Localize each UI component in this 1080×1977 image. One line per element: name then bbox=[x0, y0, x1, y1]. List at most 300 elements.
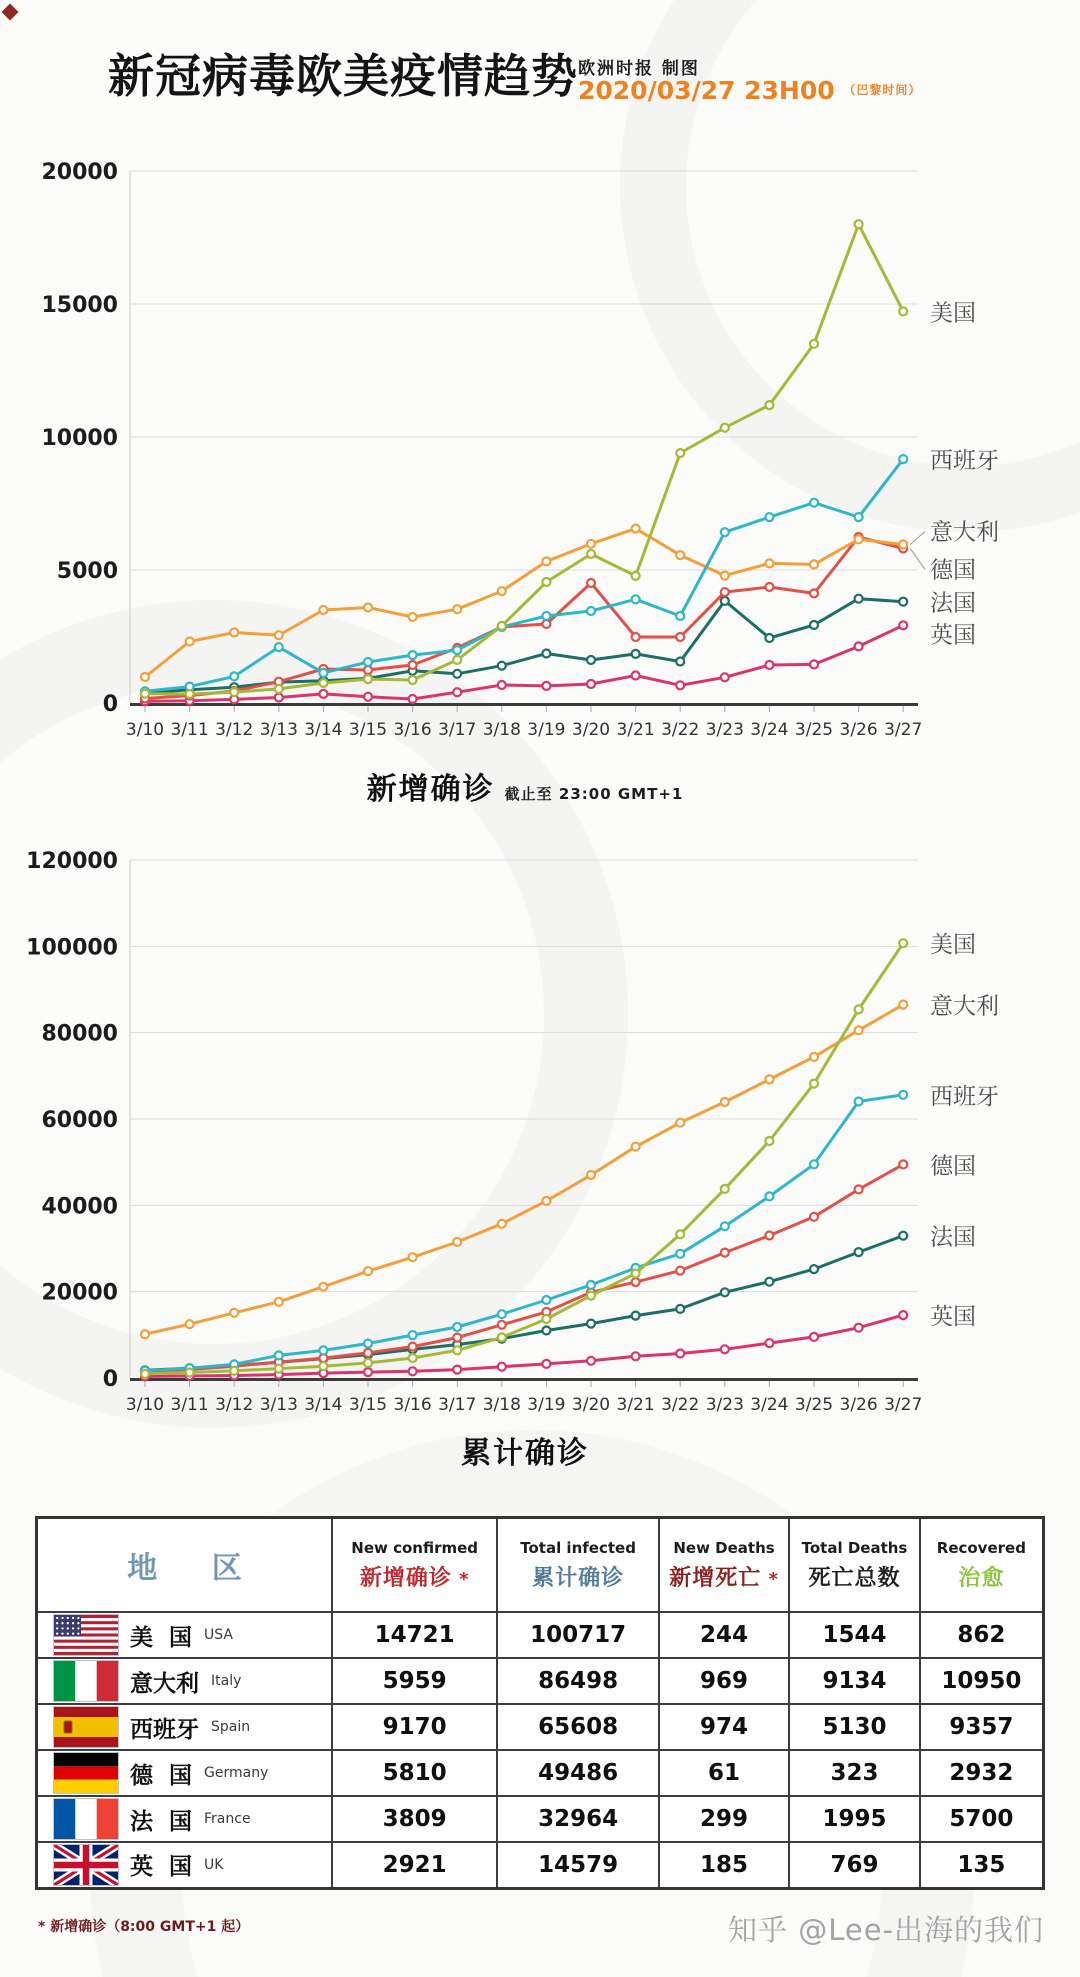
data-point-usa bbox=[453, 1346, 461, 1354]
data-point-uk bbox=[632, 672, 640, 680]
data-point-spain bbox=[676, 1250, 684, 1258]
y-tick-label: 20000 bbox=[41, 1280, 118, 1306]
series-line-usa bbox=[145, 943, 903, 1374]
data-point-italy bbox=[186, 1320, 194, 1328]
data-point-uk bbox=[587, 680, 595, 688]
series-label-france: 法国 bbox=[930, 590, 976, 617]
data-point-uk bbox=[721, 673, 729, 681]
x-tick-label: 3/26 bbox=[839, 1395, 878, 1415]
data-point-uk bbox=[409, 695, 417, 703]
data-point-usa bbox=[498, 622, 506, 630]
data-point-italy bbox=[141, 673, 149, 681]
data-point-spain bbox=[364, 658, 372, 666]
data-point-uk bbox=[810, 660, 818, 668]
data-point-germany bbox=[453, 1334, 461, 1342]
data-point-france bbox=[453, 670, 461, 678]
uk-flag-icon bbox=[54, 1845, 118, 1885]
y-tick-label: 10000 bbox=[41, 426, 118, 451]
y-tick-label: 0 bbox=[102, 1367, 118, 1392]
cell-total-deaths-italy: 9134 bbox=[789, 1658, 919, 1704]
data-point-germany bbox=[498, 1321, 506, 1329]
x-tick-label: 3/11 bbox=[170, 1395, 209, 1415]
country-name-zh: 英 国 bbox=[130, 1854, 193, 1881]
cell-recovered-germany: 2932 bbox=[920, 1750, 1044, 1796]
cell-recovered-italy: 10950 bbox=[920, 1658, 1044, 1704]
x-tick-label: 3/20 bbox=[571, 720, 611, 740]
y-tick-label: 100000 bbox=[26, 935, 118, 961]
table-row-usa bbox=[37, 1612, 1044, 1658]
data-point-spain bbox=[498, 1310, 506, 1318]
cell-total-deaths-usa: 1544 bbox=[789, 1612, 919, 1658]
data-point-usa bbox=[765, 1137, 773, 1145]
data-point-usa bbox=[141, 690, 149, 698]
data-point-italy bbox=[453, 605, 461, 613]
region-cell-germany bbox=[37, 1750, 332, 1796]
cell-total-deaths-spain: 5130 bbox=[789, 1704, 919, 1750]
data-point-spain bbox=[721, 1222, 729, 1230]
column-header-total-infected: Total infected 累计确诊 bbox=[497, 1518, 658, 1613]
cell-total-deaths-germany: 323 bbox=[789, 1750, 919, 1796]
cell-new-confirmed-france: 3809 bbox=[332, 1796, 497, 1842]
x-tick-label: 3/14 bbox=[304, 1395, 343, 1415]
series-line-france bbox=[145, 599, 903, 693]
cell-new-confirmed-italy: 5959 bbox=[332, 1658, 497, 1704]
country-name-zh: 西班牙 bbox=[130, 1716, 199, 1743]
data-point-italy bbox=[676, 1119, 684, 1127]
country-name-en: Germany bbox=[204, 1765, 269, 1781]
data-point-uk bbox=[587, 1357, 595, 1365]
data-point-uk bbox=[542, 1360, 550, 1368]
data-point-uk bbox=[632, 1352, 640, 1360]
table-row-germany bbox=[37, 1750, 1044, 1796]
data-point-italy bbox=[765, 559, 773, 567]
x-tick-label: 3/15 bbox=[348, 720, 388, 740]
data-point-usa bbox=[409, 1354, 417, 1362]
x-tick-label: 3/10 bbox=[125, 720, 165, 740]
data-point-usa bbox=[319, 1362, 327, 1370]
series-label-usa: 美国 bbox=[930, 932, 976, 959]
x-tick-label: 3/19 bbox=[527, 1395, 566, 1415]
x-tick-label: 3/24 bbox=[750, 720, 789, 740]
data-point-france bbox=[498, 662, 506, 670]
data-point-usa bbox=[632, 572, 640, 580]
data-point-italy bbox=[721, 572, 729, 580]
data-point-france bbox=[676, 1305, 684, 1313]
region-cell-italy bbox=[37, 1658, 332, 1704]
data-point-usa bbox=[230, 1367, 238, 1375]
series-label-uk: 英国 bbox=[930, 622, 976, 649]
data-point-spain bbox=[319, 1346, 327, 1354]
series-label-italy: 意大利 bbox=[930, 519, 999, 546]
data-point-germany bbox=[587, 579, 595, 587]
data-point-italy bbox=[498, 1220, 506, 1228]
x-tick-label: 3/24 bbox=[750, 1395, 789, 1415]
data-point-uk bbox=[676, 681, 684, 689]
data-point-germany bbox=[542, 620, 550, 628]
data-point-italy bbox=[498, 587, 506, 595]
cell-new-deaths-uk: 185 bbox=[659, 1842, 789, 1888]
country-name-en: France bbox=[204, 1811, 251, 1827]
data-point-usa bbox=[186, 690, 194, 698]
x-tick-label: 3/11 bbox=[170, 720, 209, 740]
data-point-spain bbox=[275, 1351, 283, 1359]
data-point-italy bbox=[587, 1171, 595, 1179]
data-point-spain bbox=[587, 607, 595, 615]
y-tick-label: 0 bbox=[102, 692, 118, 717]
y-tick-label: 20000 bbox=[41, 160, 118, 185]
cell-total-infected-germany: 49486 bbox=[497, 1750, 658, 1796]
data-point-france bbox=[899, 598, 907, 606]
data-point-italy bbox=[542, 1197, 550, 1205]
data-point-uk bbox=[855, 642, 863, 650]
data-point-france bbox=[855, 595, 863, 603]
cell-total-deaths-france: 1995 bbox=[789, 1796, 919, 1842]
fr-flag-icon bbox=[54, 1799, 118, 1839]
data-point-spain bbox=[855, 1098, 863, 1106]
country-name-zh: 意大利 bbox=[130, 1670, 199, 1697]
country-name-en: UK bbox=[204, 1856, 224, 1873]
cell-new-deaths-spain: 974 bbox=[659, 1704, 789, 1750]
y-tick-label: 15000 bbox=[41, 293, 118, 318]
data-point-italy bbox=[810, 1053, 818, 1061]
timezone-note: （巴黎时间） bbox=[843, 83, 922, 97]
data-point-spain bbox=[721, 528, 729, 536]
data-point-uk bbox=[498, 681, 506, 689]
chart1-title: 新增确诊 bbox=[366, 772, 495, 807]
x-tick-label: 3/13 bbox=[259, 1395, 298, 1415]
chart2-caption bbox=[0, 1428, 1050, 1472]
data-point-germany bbox=[632, 633, 640, 641]
y-tick-label: 80000 bbox=[41, 1021, 118, 1047]
data-point-spain bbox=[409, 1331, 417, 1339]
y-tick-label: 60000 bbox=[41, 1108, 118, 1133]
data-point-usa bbox=[275, 1365, 283, 1373]
data-point-germany bbox=[721, 1249, 729, 1257]
data-point-italy bbox=[141, 1330, 149, 1338]
x-tick-label: 3/17 bbox=[438, 720, 477, 740]
data-point-usa bbox=[855, 1005, 863, 1013]
data-point-uk bbox=[855, 1324, 863, 1332]
data-point-usa bbox=[141, 1370, 149, 1378]
chart-cumulative bbox=[26, 849, 999, 1415]
data-point-italy bbox=[275, 1298, 283, 1306]
data-point-usa bbox=[275, 685, 283, 693]
data-point-germany bbox=[810, 589, 818, 597]
country-name-en: Spain bbox=[211, 1719, 251, 1735]
data-point-italy bbox=[899, 541, 907, 549]
credit-line: 欧洲时报 制图 bbox=[578, 59, 700, 79]
column-header-recovered: Recovered 治愈 bbox=[920, 1518, 1044, 1613]
cell-new-deaths-germany: 61 bbox=[659, 1750, 789, 1796]
region-column-header: 地 区 bbox=[37, 1518, 332, 1613]
data-point-italy bbox=[409, 1253, 417, 1261]
de-flag-icon bbox=[54, 1753, 118, 1793]
country-name-en: Italy bbox=[211, 1673, 242, 1689]
data-point-italy bbox=[275, 631, 283, 639]
data-point-usa bbox=[899, 939, 907, 947]
data-point-france bbox=[542, 650, 550, 658]
report-datetime-value: 2020/03/27 23H00 bbox=[578, 76, 835, 105]
data-point-italy bbox=[186, 638, 194, 646]
cell-total-infected-france: 32964 bbox=[497, 1796, 658, 1842]
data-point-spain bbox=[587, 1281, 595, 1289]
data-point-spain bbox=[364, 1340, 372, 1348]
country-name-zh: 美 国 bbox=[130, 1624, 193, 1651]
data-point-usa bbox=[676, 449, 684, 457]
chart-daily-new bbox=[41, 160, 999, 740]
data-point-uk bbox=[364, 1368, 372, 1376]
x-tick-label: 3/14 bbox=[304, 720, 343, 740]
data-point-france bbox=[632, 1312, 640, 1320]
data-point-spain bbox=[453, 1323, 461, 1331]
cell-recovered-uk: 135 bbox=[920, 1842, 1044, 1888]
data-point-france bbox=[810, 621, 818, 629]
data-point-spain bbox=[899, 1091, 907, 1099]
data-point-usa bbox=[364, 1359, 372, 1367]
data-point-spain bbox=[275, 643, 283, 651]
x-tick-label: 3/25 bbox=[794, 720, 834, 740]
x-tick-label: 3/22 bbox=[661, 720, 700, 740]
data-point-germany bbox=[676, 633, 684, 641]
data-point-uk bbox=[453, 1366, 461, 1374]
data-point-germany bbox=[409, 661, 417, 669]
data-point-italy bbox=[364, 604, 372, 612]
data-point-uk bbox=[810, 1333, 818, 1341]
data-point-usa bbox=[186, 1369, 194, 1377]
x-tick-label: 3/26 bbox=[839, 720, 878, 740]
x-tick-label: 3/21 bbox=[616, 1395, 655, 1415]
series-label-spain: 西班牙 bbox=[930, 1083, 999, 1110]
data-point-usa bbox=[587, 550, 595, 558]
data-point-spain bbox=[855, 513, 863, 521]
column-header-new-confirmed: New confirmed 新增确诊 * bbox=[332, 1518, 497, 1613]
cell-total-infected-italy: 86498 bbox=[497, 1658, 658, 1704]
data-point-usa bbox=[676, 1230, 684, 1238]
data-point-usa bbox=[721, 424, 729, 432]
data-point-germany bbox=[409, 1343, 417, 1351]
cell-new-confirmed-uk: 2921 bbox=[332, 1842, 497, 1888]
data-point-uk bbox=[899, 1311, 907, 1319]
x-tick-label: 3/20 bbox=[571, 1395, 611, 1415]
series-label-usa: 美国 bbox=[930, 300, 976, 327]
column-header-new-deaths: New Deaths 新增死亡 * bbox=[659, 1518, 789, 1613]
y-tick-label: 5000 bbox=[56, 559, 118, 584]
y-tick-label: 40000 bbox=[41, 1194, 118, 1220]
series-line-uk bbox=[145, 1315, 903, 1376]
data-point-italy bbox=[855, 1026, 863, 1034]
x-tick-label: 3/18 bbox=[482, 1395, 521, 1415]
cell-recovered-usa: 862 bbox=[920, 1612, 1044, 1658]
cell-total-infected-usa: 100717 bbox=[497, 1612, 658, 1658]
data-point-spain bbox=[542, 1296, 550, 1304]
series-line-france bbox=[145, 1236, 903, 1371]
data-point-uk bbox=[542, 682, 550, 690]
data-point-france bbox=[810, 1265, 818, 1273]
data-point-usa bbox=[542, 578, 550, 586]
data-point-uk bbox=[453, 688, 461, 696]
data-point-italy bbox=[453, 1238, 461, 1246]
region-cell-spain bbox=[37, 1704, 332, 1750]
region-cell-usa bbox=[37, 1612, 332, 1658]
data-point-italy bbox=[676, 551, 684, 559]
data-point-uk bbox=[409, 1367, 417, 1375]
data-point-uk bbox=[899, 621, 907, 629]
country-name-zh: 法 国 bbox=[130, 1808, 193, 1835]
data-point-italy bbox=[409, 613, 417, 621]
data-point-spain bbox=[765, 1192, 773, 1200]
data-point-usa bbox=[765, 401, 773, 409]
x-tick-label: 3/12 bbox=[215, 720, 254, 740]
country-name-en: USA bbox=[204, 1627, 233, 1643]
data-point-spain bbox=[319, 669, 327, 677]
data-point-spain bbox=[899, 455, 907, 463]
data-point-uk bbox=[498, 1363, 506, 1371]
cell-recovered-france: 5700 bbox=[920, 1796, 1044, 1842]
table-header-row bbox=[37, 1518, 1044, 1613]
data-point-spain bbox=[230, 672, 238, 680]
data-point-france bbox=[721, 1288, 729, 1296]
series-label-germany: 德国 bbox=[930, 1153, 976, 1180]
x-tick-label: 3/12 bbox=[215, 1395, 254, 1415]
data-point-italy bbox=[230, 1309, 238, 1317]
data-point-italy bbox=[632, 1143, 640, 1151]
data-point-uk bbox=[721, 1345, 729, 1353]
data-point-germany bbox=[899, 1160, 907, 1168]
data-point-usa bbox=[721, 1185, 729, 1193]
cell-new-deaths-italy: 969 bbox=[659, 1658, 789, 1704]
data-point-italy bbox=[765, 1075, 773, 1083]
column-header-total-deaths: Total Deaths 死亡总数 bbox=[789, 1518, 919, 1613]
data-point-france bbox=[765, 634, 773, 642]
cell-new-confirmed-usa: 14721 bbox=[332, 1612, 497, 1658]
data-point-usa bbox=[542, 1315, 550, 1323]
cell-new-deaths-usa: 244 bbox=[659, 1612, 789, 1658]
series-label-france: 法国 bbox=[930, 1224, 976, 1251]
data-point-uk bbox=[676, 1350, 684, 1358]
data-point-uk bbox=[765, 1339, 773, 1347]
x-tick-label: 3/18 bbox=[482, 720, 521, 740]
cell-new-deaths-france: 299 bbox=[659, 1796, 789, 1842]
data-point-spain bbox=[676, 612, 684, 620]
data-point-usa bbox=[498, 1333, 506, 1341]
it-flag-icon bbox=[54, 1661, 118, 1701]
cell-total-infected-spain: 65608 bbox=[497, 1704, 658, 1750]
data-point-france bbox=[587, 656, 595, 664]
data-point-usa bbox=[319, 679, 327, 687]
label-leader-line bbox=[910, 531, 925, 544]
x-tick-label: 3/22 bbox=[661, 1395, 700, 1415]
series-label-italy: 意大利 bbox=[930, 993, 999, 1020]
data-point-germany bbox=[721, 588, 729, 596]
series-line-germany bbox=[145, 537, 903, 699]
data-point-germany bbox=[765, 1232, 773, 1240]
table-row-spain bbox=[37, 1704, 1044, 1750]
data-point-uk bbox=[275, 694, 283, 702]
cell-new-confirmed-germany: 5810 bbox=[332, 1750, 497, 1796]
data-point-france bbox=[899, 1232, 907, 1240]
data-point-germany bbox=[364, 666, 372, 674]
data-point-italy bbox=[721, 1098, 729, 1106]
data-point-germany bbox=[676, 1267, 684, 1275]
data-point-uk bbox=[765, 661, 773, 669]
chart2-title: 累计确诊 bbox=[461, 1436, 589, 1471]
data-point-spain bbox=[453, 646, 461, 654]
series-label-uk: 英国 bbox=[930, 1304, 976, 1331]
data-point-germany bbox=[632, 1278, 640, 1286]
country-name-zh: 德 国 bbox=[130, 1762, 193, 1789]
data-point-usa bbox=[230, 688, 238, 696]
x-tick-label: 3/25 bbox=[794, 1395, 834, 1415]
es-flag-icon bbox=[54, 1707, 118, 1747]
data-point-france bbox=[855, 1248, 863, 1256]
series-label-spain: 西班牙 bbox=[930, 448, 999, 475]
x-tick-label: 3/16 bbox=[393, 720, 432, 740]
data-point-usa bbox=[409, 676, 417, 684]
data-point-spain bbox=[765, 513, 773, 521]
data-point-uk bbox=[364, 693, 372, 701]
data-point-italy bbox=[632, 525, 640, 533]
region-cell-uk bbox=[37, 1842, 332, 1888]
data-point-france bbox=[587, 1320, 595, 1328]
data-point-italy bbox=[542, 557, 550, 565]
x-tick-label: 3/17 bbox=[438, 1395, 477, 1415]
data-point-usa bbox=[453, 656, 461, 664]
data-point-uk bbox=[319, 690, 327, 698]
cell-recovered-spain: 9357 bbox=[920, 1704, 1044, 1750]
x-tick-label: 3/23 bbox=[705, 1395, 744, 1415]
data-point-france bbox=[765, 1278, 773, 1286]
footnote: * 新增确诊（8:00 GMT+1 起） bbox=[38, 1919, 250, 1935]
data-point-france bbox=[542, 1327, 550, 1335]
page-title: 新冠病毒欧美疫情趋势 bbox=[108, 49, 578, 103]
cell-total-infected-uk: 14579 bbox=[497, 1842, 658, 1888]
cell-new-confirmed-spain: 9170 bbox=[332, 1704, 497, 1750]
cell-total-deaths-uk: 769 bbox=[789, 1842, 919, 1888]
us-flag-icon bbox=[54, 1615, 118, 1655]
chart1-caption bbox=[0, 764, 1050, 808]
table-row-uk bbox=[37, 1842, 1044, 1888]
data-point-usa bbox=[587, 1292, 595, 1300]
series-label-germany: 德国 bbox=[930, 557, 976, 584]
x-tick-label: 3/21 bbox=[616, 720, 655, 740]
data-point-italy bbox=[319, 1283, 327, 1291]
data-point-france bbox=[721, 597, 729, 605]
data-point-spain bbox=[409, 651, 417, 659]
series-line-usa bbox=[145, 224, 903, 694]
x-tick-label: 3/13 bbox=[259, 720, 298, 740]
data-point-germany bbox=[765, 583, 773, 591]
table-row-italy bbox=[37, 1658, 1044, 1704]
x-tick-label: 3/23 bbox=[705, 720, 744, 740]
data-point-germany bbox=[810, 1213, 818, 1221]
data-point-spain bbox=[810, 1160, 818, 1168]
label-leader-line bbox=[910, 548, 925, 569]
data-point-spain bbox=[632, 595, 640, 603]
region-cell-france bbox=[37, 1796, 332, 1842]
data-point-france bbox=[676, 658, 684, 666]
data-point-france bbox=[632, 650, 640, 658]
data-point-usa bbox=[632, 1270, 640, 1278]
x-tick-label: 3/27 bbox=[884, 1395, 923, 1415]
data-point-usa bbox=[364, 675, 372, 683]
data-point-italy bbox=[855, 535, 863, 543]
x-tick-label: 3/10 bbox=[125, 1395, 165, 1415]
data-point-italy bbox=[364, 1267, 372, 1275]
data-point-spain bbox=[810, 499, 818, 507]
series-line-italy bbox=[145, 1005, 903, 1335]
data-point-usa bbox=[855, 220, 863, 228]
table-row-france bbox=[37, 1796, 1044, 1842]
